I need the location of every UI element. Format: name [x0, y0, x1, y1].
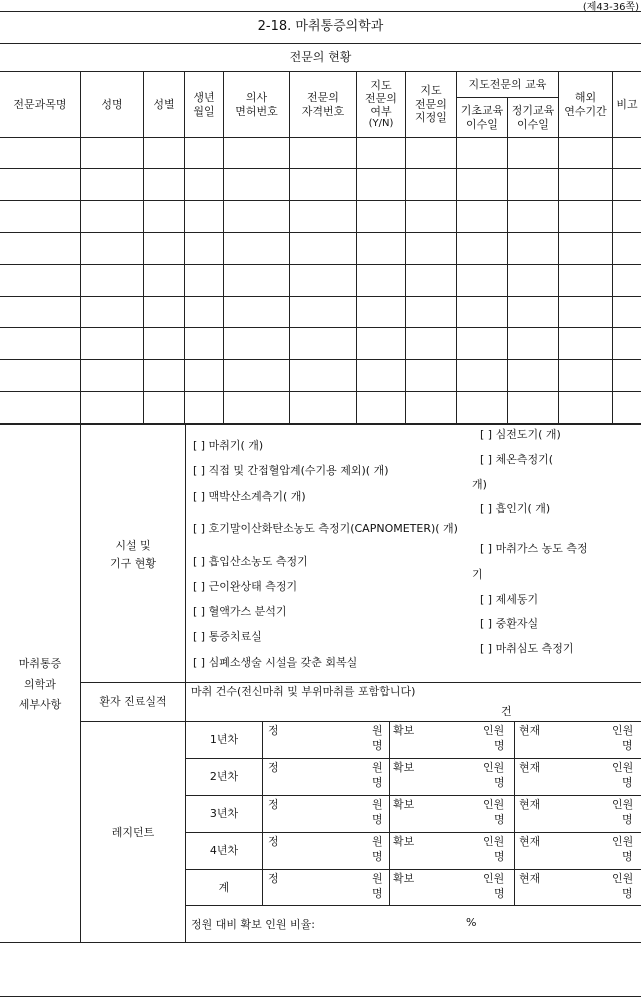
col-remarks: 비고	[616, 97, 638, 111]
current-unit-bottom: 명	[622, 850, 633, 863]
resident-year-total: 계	[218, 880, 230, 894]
facility-pain-clinic: [ ] 통증치료실	[193, 630, 262, 643]
secured-label: 확보	[393, 872, 415, 885]
secured-unit-top: 인원	[483, 724, 505, 737]
page-title: 2-18. 마취통증의학과	[257, 18, 384, 34]
col-guide-date-line3: 지정일	[415, 111, 447, 125]
secured-label: 확보	[393, 724, 415, 737]
col-license-line1: 의사	[245, 90, 268, 104]
resident-year-3: 3년차	[209, 807, 239, 821]
col-guide-yn	[357, 72, 405, 137]
facility-capnometer: [ ] 호기말이산화탄소농도 측정기(CAPNOMETER)( 개)	[193, 522, 458, 535]
page-reference: (제43-36쪽)	[582, 2, 639, 13]
col-qualification	[290, 72, 356, 137]
secured-unit-bottom: 명	[494, 739, 505, 752]
quota-unit-bottom: 명	[372, 850, 383, 863]
col-guide-date	[406, 72, 456, 137]
col-edu-group: 지도전문의 교육	[468, 77, 547, 91]
facilities-label-line1: 시설 및	[115, 539, 151, 553]
col-abroad	[559, 72, 612, 137]
current-label: 현재	[519, 761, 541, 774]
facility-anesthesia-machine: [ ] 마취기( 개)	[193, 439, 264, 452]
facility-gas-monitor: [ ] 마취가스 농도 측정	[480, 542, 588, 555]
table-row	[0, 296, 641, 297]
quota-label: 정	[268, 835, 279, 848]
quota-label: 정	[268, 724, 279, 737]
detail-side-label-line3: 세부사항	[18, 698, 62, 712]
facility-inspired-oxygen: [ ] 흡입산소농도 측정기	[193, 555, 308, 568]
facility-recovery-room: [ ] 심폐소생술 시설을 갖춘 회복실	[193, 656, 358, 669]
quota-label: 정	[268, 798, 279, 811]
col-guide-yn-line3: 여부	[370, 105, 392, 119]
quota-unit-top: 원	[372, 835, 383, 848]
patient-record-label: 환자 진료실적	[99, 695, 167, 709]
secured-unit-bottom: 명	[494, 850, 505, 863]
resident-label: 레지던트	[111, 826, 155, 840]
facility-suction: [ ] 흡인기( 개)	[480, 502, 551, 515]
facility-depth-monitor: [ ] 마취심도 측정기	[480, 642, 574, 655]
col-qualification-line2: 자격번호	[301, 104, 345, 118]
table-row	[0, 200, 641, 201]
table-row	[0, 391, 641, 392]
secured-unit-bottom: 명	[494, 813, 505, 826]
col-guide-yn-line4: (Y/N)	[368, 118, 394, 130]
current-unit-bottom: 명	[622, 776, 633, 789]
secured-unit-top: 인원	[483, 761, 505, 774]
col-abroad-line2: 연수기간	[564, 104, 607, 118]
col-guide-date-line1: 지도	[420, 83, 442, 97]
quota-unit-top: 원	[372, 872, 383, 885]
col-qualification-line1: 전문의	[307, 90, 339, 104]
secured-label: 확보	[393, 761, 415, 774]
col-guide-yn-line1: 지도	[370, 78, 392, 92]
detail-side-label	[0, 640, 80, 730]
table-row	[0, 232, 641, 233]
ratio-label: 정원 대비 확보 인원 비율:	[191, 918, 315, 931]
facility-blood-pressure: [ ] 직접 및 간접혈압계(수기용 제외)( 개)	[193, 464, 389, 477]
col-guide-date-line2: 전문의	[415, 97, 447, 111]
facility-gas-monitor-cont: 기	[472, 568, 483, 581]
quota-unit-top: 원	[372, 724, 383, 737]
current-label: 현재	[519, 872, 541, 885]
current-unit-bottom: 명	[622, 813, 633, 826]
secured-label: 확보	[393, 835, 415, 848]
resident-year-1: 1년차	[209, 733, 239, 747]
resident-year-2: 2년차	[209, 770, 239, 784]
current-unit-bottom: 명	[622, 887, 633, 900]
facility-thermometer: [ ] 체온측정기(	[480, 453, 553, 466]
current-unit-top: 인원	[612, 798, 634, 811]
current-label: 현재	[519, 724, 541, 737]
section-title: 전문의 현황	[289, 50, 352, 64]
table-row	[0, 327, 641, 328]
facility-thermometer-cont: 개)	[472, 478, 487, 491]
secured-unit-top: 인원	[483, 798, 505, 811]
current-unit-top: 인원	[612, 872, 634, 885]
detail-side-label-line2: 의학과	[24, 677, 56, 691]
current-unit-top: 인원	[612, 835, 634, 848]
col-birth-line2: 월일	[193, 104, 215, 118]
facilities-label-line2: 기구 현황	[109, 557, 156, 570]
quota-label: 정	[268, 872, 279, 885]
col-license-line2: 면허번호	[235, 104, 278, 118]
quota-label: 정	[268, 761, 279, 774]
quota-unit-bottom: 명	[372, 887, 383, 900]
secured-label: 확보	[393, 798, 415, 811]
quota-unit-bottom: 명	[372, 776, 383, 789]
facility-pulse-oximeter: [ ] 맥박산소계측기( 개)	[193, 490, 306, 503]
patient-record-unit: 건	[501, 705, 512, 718]
current-unit-top: 인원	[612, 761, 634, 774]
detail-side-label-line1: 마취통증	[18, 656, 62, 670]
col-edu-basic	[457, 98, 507, 137]
col-edu-basic-line2: 이수일	[466, 117, 498, 131]
col-abroad-line1: 해외	[574, 90, 597, 104]
facility-neuromuscular: [ ] 근이완상태 측정기	[193, 580, 298, 593]
current-label: 현재	[519, 798, 541, 811]
resident-year-4: 4년차	[209, 844, 239, 858]
quota-unit-bottom: 명	[372, 813, 383, 826]
col-specialty: 전문과목명	[13, 97, 67, 111]
current-unit-top: 인원	[612, 724, 634, 737]
patient-record-text: 마취 건수(전신마취 및 부위마취를 포함합니다)	[191, 685, 416, 698]
col-edu-basic-line1: 기초교육	[460, 103, 504, 117]
col-guide-yn-line2: 전문의	[365, 91, 397, 105]
table-row	[0, 359, 641, 360]
col-birth-line1: 생년	[193, 90, 215, 104]
col-edu-regular	[508, 98, 558, 137]
current-unit-bottom: 명	[622, 739, 633, 752]
col-edu-regular-line2: 이수일	[517, 117, 549, 131]
facility-icu: [ ] 중환자실	[480, 617, 539, 630]
facility-defibrillator: [ ] 제세동기	[480, 593, 539, 606]
facility-ecg: [ ] 심전도기( 개)	[480, 428, 561, 441]
table-row	[0, 168, 641, 169]
col-license	[224, 72, 289, 137]
secured-unit-bottom: 명	[494, 887, 505, 900]
quota-unit-bottom: 명	[372, 739, 383, 752]
ratio-unit: %	[466, 916, 477, 929]
col-edu-regular-line1: 정기교육	[511, 103, 555, 117]
current-label: 현재	[519, 835, 541, 848]
table-row	[0, 264, 641, 265]
col-birth	[185, 72, 223, 137]
facility-blood-gas: [ ] 혈액가스 분석기	[193, 605, 287, 618]
facilities-label	[81, 530, 185, 580]
secured-unit-top: 인원	[483, 835, 505, 848]
quota-unit-top: 원	[372, 798, 383, 811]
quota-unit-top: 원	[372, 761, 383, 774]
col-gender: 성별	[153, 97, 175, 111]
secured-unit-bottom: 명	[494, 776, 505, 789]
secured-unit-top: 인원	[483, 872, 505, 885]
col-name: 성명	[101, 97, 123, 111]
